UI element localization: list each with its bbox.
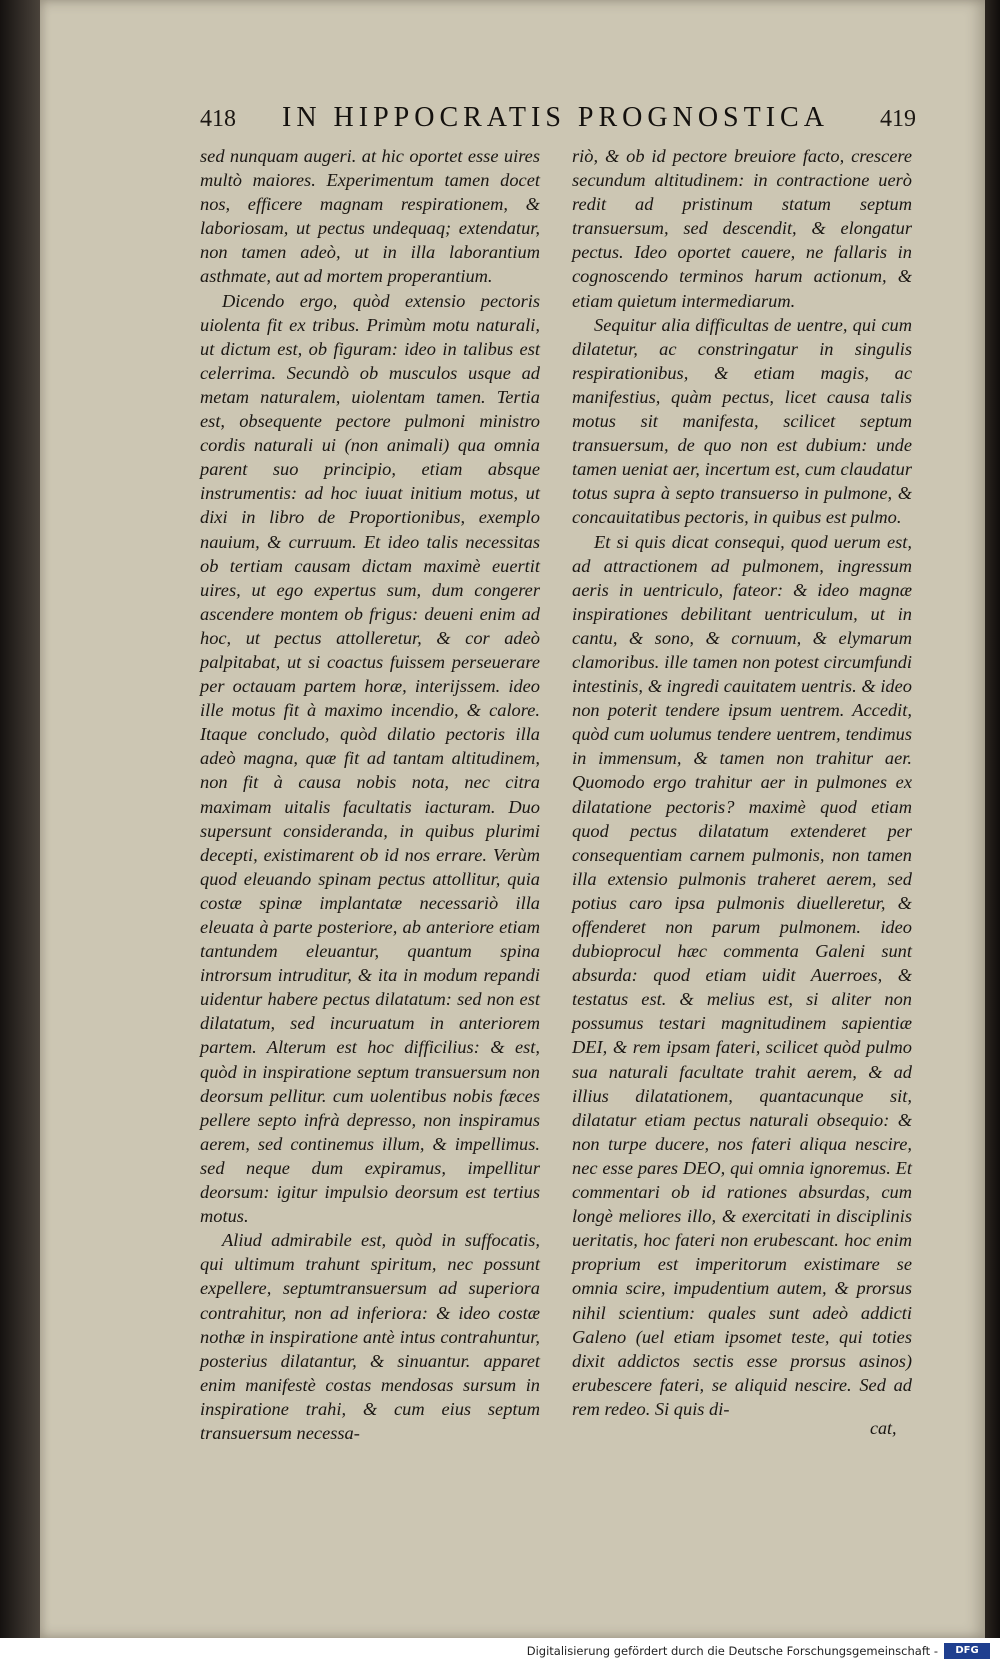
paragraph: sed nunquam augeri. at hic oportet esse uires multò maiores. Experimentum tamen docet nos, efficere magnam respirationem, & laboriosam, ut pectus undequaq; extendatur, non tamen adeò, ut in illa laborantium asthmate, aut ad mortem properantium. [200, 146, 540, 287]
paragraph: riò, & ob id pectore breuiore facto, crescere secundum altitudinem: in contractione uerò redit ad pristinum statum septum transuersum, sed descendit, & elongatur pectus. Ideo oportet cauere, ne fallaris in cognoscendo terminos harum actionum, & etiam quietum intermediarum. [572, 146, 912, 311]
running-title: IN HIPPOCRATIS PROGNOSTICA [282, 102, 829, 133]
paragraph: Aliud admirabile est, quòd in suffocatis, qui ultimum trahunt spiritum, nec possunt expellere, septumtransuersum ad superiora contrahitur, non ad inferiora: & ideo costæ nothæ in inspiratione antè intus contrahuntur, posterius dilatantur, & sinuantur. apparet enim manifestè costas mendosas sursum in inspiratione trahi, & cum eius septum transuersum necessa- [200, 1230, 540, 1443]
folio-right: 419 [880, 106, 916, 132]
scan-border-right [985, 0, 1000, 1664]
folio-left: 418 [200, 106, 236, 132]
book-page [40, 0, 985, 1638]
digitization-footer [0, 1638, 1000, 1664]
paragraph: Et si quis dicat consequi, quod uerum est, ad attractionem ad pulmonem, ingressum aeris in uentriculo, fateor: & ideo magnæ inspirationes debilitant uentriculum, ut in cantu, & sono, & cornuum, & elymarum clamoribus. ille tamen non potest circumfundi intestinis, & ingredi cauitatem uentris. & ideo non poterit tendere ipsum uentrem. Accedit, quòd cum uolumus tendere uentrem, tendimus in immensum, & tamen non trahitur aer. Quomodo ergo trahitur aer in pulmones ex dilatatione pectoris? maximè quod etiam quod pectus dilatatum extenderet per consequentiam carnem pulmonis, non tamen illa extensio pulmonis traheret aerem, sed potius caro ipsa pulmonis diuelleretur, & offenderet non parum pulmonem. ideo dubioprocul hæc commenta Galeni sunt absurda: quod etiam uidit Auerroes, & testatus est. & melius est, si aliter non possumus testari magnitudinem sapientiæ DEI, & rem ipsam fateri, scilicet quòd pulmo sua naturali facultate trahit aerem, & ad illius dilatationem, quantacunque sit, dilatatur etiam pectus naturali obsequio: & non turpe ducere, nos fateri aliqua nescire, nec esse pares DEO, qui omnia ignoremus. Et commentari ob id rationes absurdas, cum longè meliores illo, & exercitati in disciplinis ueritatis, hoc fateri non erubescant. hoc enim proprium est imperitorum existimare se omnia scire, impudentium autem, & prorsus nihil scientium: quales sunt adeò addicti Galeno (uel etiam ipsomet teste, qui toties dixit addictos sectis esse prorsus asinos) erubescere fateri, se aliquid nescire. Sed ad rem redeo. Si quis di- [572, 531, 912, 1419]
running-head [40, 102, 985, 146]
paragraph: Sequitur alia difficultas de uentre, qui cum dilatetur, ac constringatur in singulis respirationibus, & etiam magis, ac manifestius, quàm pectus, licet causa talis motus sit manifesta, scilicet septum transuersum, de quo non est dubium: unde tamen ueniat aer, incertum est, cum claudatur totus supra à septo transuerso in pulmone, & concauitatibus pectoris, in quibus est pulmo. [572, 314, 912, 528]
scan-border-left [0, 0, 40, 1664]
paragraph: Dicendo ergo, quòd extensio pectoris uiolenta fit ex tribus. Primùm motu naturali, ut dictum est, ob figuram: ideo in talibus est celerrima. Secundò ob musculos usque ad metam naturalem, uiolentam tamen. Tertia est, obsequente pectore pulmoni ministro cordis naturali ui (non animali) qua omnia parent suo principio, etiam absque instrumentis: ad hoc iuuat initium motus, ut dixi in libro de Proportionibus, exemplo nauium, & curruum. Et ideo talis necessitas ob tertiam causam dictam maximè euertit uires, ut ego expertus sum, dum congerer ascendere montem ob frigus: deueni enim ad hoc, ut pectus attolleretur, & cor adeò palpitabat, ut si coactus fuissem perseuerare per octauam partem horæ, interijssem. ideo ille motus fit à maximo incendio, & calore. Itaque concludo, quòd dilatio pectoris illa adeò magna, quæ fit ad tantam altitudinem, non fit à causa nobis nota, nec citra maximam uitalis facultatis iacturam. Duo supersunt consideranda, in quibus plurimi decepti, existimarent ob id nos errare. Verùm quod eleuando spinam pectus attollitur, quia costæ spinæ implantatæ necessariò illa eleuata à parte posteriore, ab anteriore etiam tantundem eleuantur, quantum spina introrsum intruditur, & ita in modum repandi uidentur habere pectus dilatatum: sed non est dilatatum, sed incuruatum in anteriorem partem. Alterum est hoc difficilius: & est, quòd in inspiratione septum transuersum non deorsum pellitur. cum uolentibus nobis fæces pellere septo infrà depresso, non inspiramus aerem, sed continemus illum, & impellimus. sed neque dum expiramus, impellitur deorsum: igitur impulsio deorsum est tertius motus. [200, 290, 540, 1227]
catchword: cat, [870, 1418, 897, 1438]
footer-credit: Digitalisierung gefördert durch die Deutsche Forschungsgemeinschaft - [526, 1644, 938, 1658]
dfg-logo-icon: DFG [944, 1643, 990, 1659]
text-column-right [572, 144, 912, 1421]
text-column-left [200, 144, 540, 1445]
